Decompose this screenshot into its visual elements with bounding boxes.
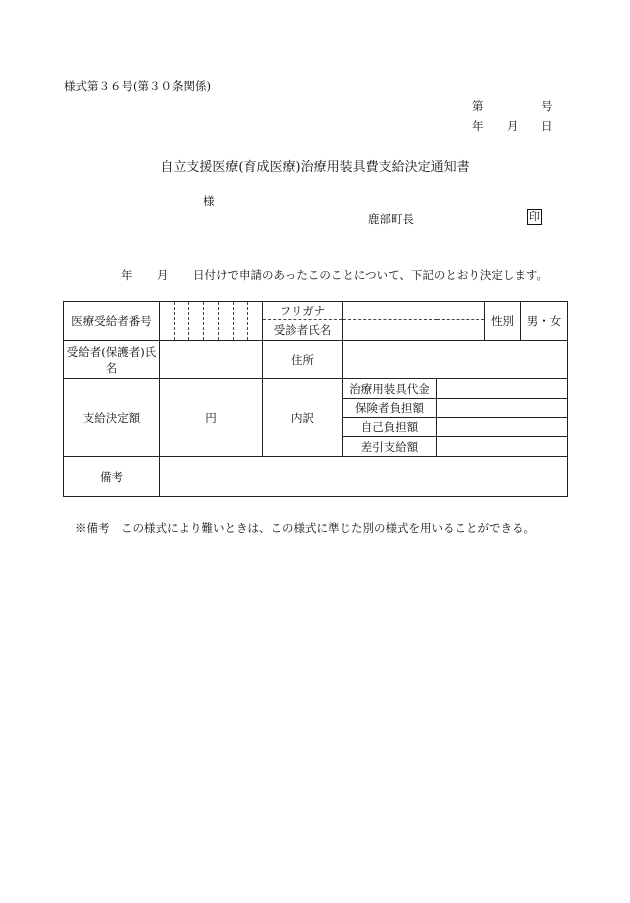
patient-name-field[interactable] [343, 320, 485, 341]
guardian-name-label: 受給者(保護者)氏名 [64, 341, 160, 379]
application-date-month: 月 [157, 268, 169, 282]
breakdown-item-self-pay: 自己負担額 [343, 418, 437, 437]
payment-amount-label: 支給決定額 [64, 379, 160, 457]
breakdown-item-device-cost: 治療用装具代金 [343, 379, 437, 399]
gender-options[interactable]: 男・女 [521, 302, 568, 341]
document-number-suffix: 号 [541, 99, 553, 113]
breakdown-value-device-cost[interactable] [437, 379, 568, 399]
issue-date-year: 年 [472, 119, 484, 133]
recipient-number-boxes[interactable] [160, 302, 263, 341]
address-field[interactable] [343, 341, 568, 379]
issue-date-month: 月 [507, 119, 519, 133]
application-date-year: 年 [121, 268, 133, 282]
recipient-number-label: 医療受給者番号 [64, 302, 160, 341]
address-label: 住所 [263, 341, 343, 379]
breakdown-value-net-payment[interactable] [437, 437, 568, 457]
gender-label: 性別 [485, 302, 521, 341]
guardian-name-field[interactable] [160, 341, 263, 379]
seal-mark: 印 [529, 210, 540, 223]
breakdown-value-self-pay[interactable] [437, 418, 568, 437]
breakdown-item-net-payment: 差引支給額 [343, 437, 437, 457]
remarks-field[interactable] [160, 457, 568, 497]
furigana-label: フリガナ [263, 302, 343, 320]
form-number: 様式第３６号(第３０条関係) [64, 79, 211, 93]
furigana-field[interactable] [343, 302, 485, 320]
patient-name-label: 受診者氏名 [263, 320, 343, 341]
remarks-label: 備考 [64, 457, 160, 497]
decision-statement: 日付けで申請のあったこのことについて、下記のとおり決定します。 [193, 268, 549, 282]
yen-unit: 円 [205, 410, 217, 425]
document-title: 自立支援医療(育成医療)治療用装具費支給決定通知書 [160, 160, 470, 175]
breakdown-label: 内訳 [263, 379, 343, 457]
issuer-name: 鹿部町長 [368, 212, 414, 226]
document-number-label: 第 [472, 99, 484, 113]
decision-form-table [63, 301, 568, 497]
breakdown-item-insurer-share: 保険者負担額 [343, 399, 437, 418]
breakdown-value-insurer-share[interactable] [437, 399, 568, 418]
payment-amount-field[interactable] [160, 379, 263, 457]
issue-date-day: 日 [541, 119, 553, 133]
footnote: ※備考 この様式により難いときは、この様式に準じた別の様式を用いることができる。 [75, 521, 535, 535]
recipient-suffix: 様 [203, 194, 215, 208]
